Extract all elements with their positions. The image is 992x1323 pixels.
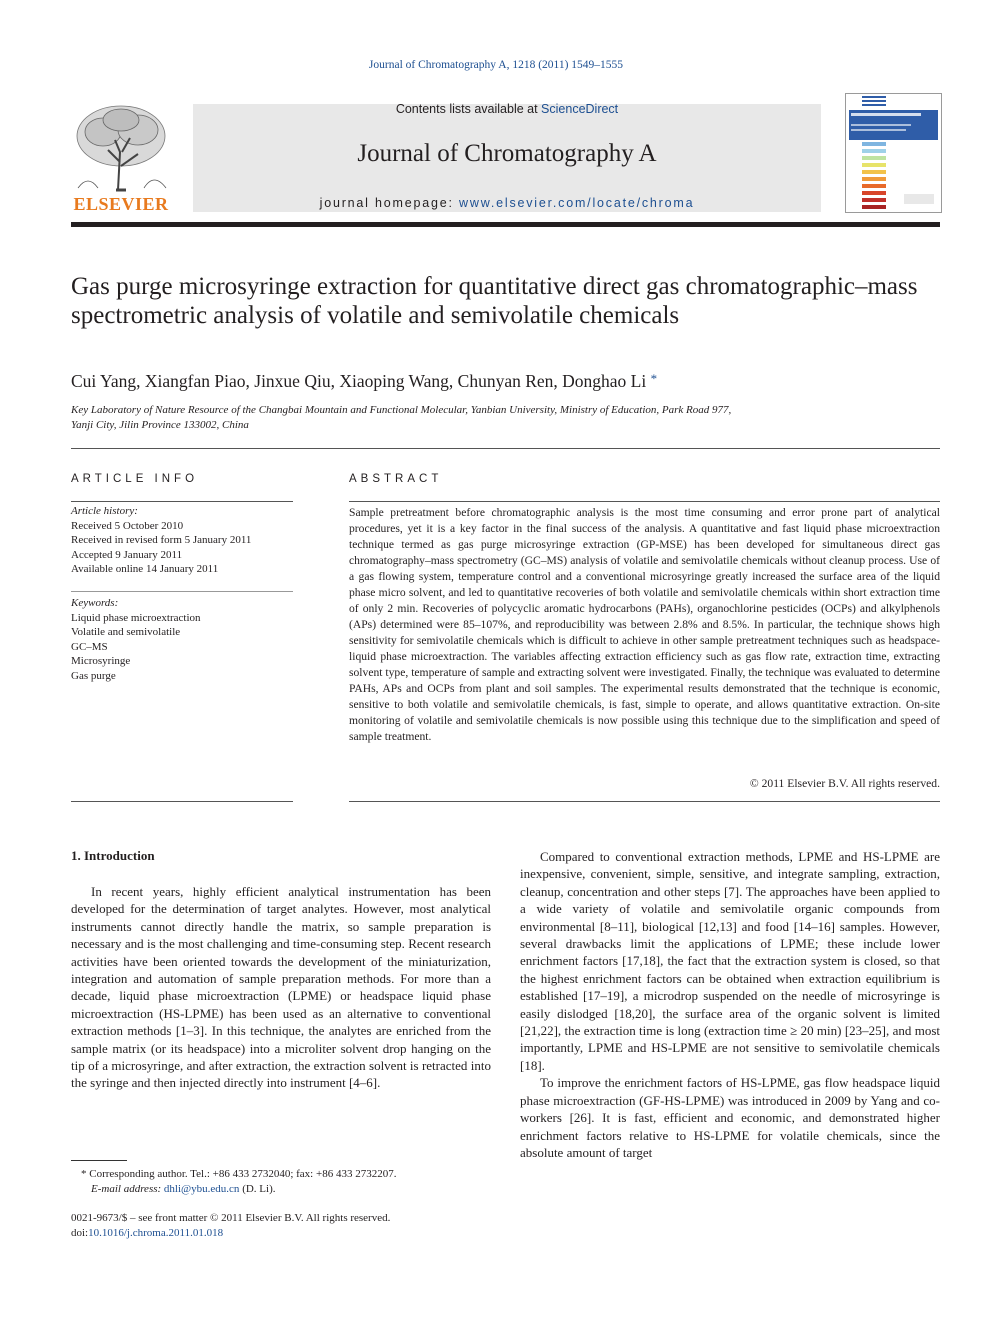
keyword: Liquid phase microextraction — [71, 611, 201, 624]
history-item: Received 5 October 2010 — [71, 519, 184, 532]
elsevier-wordmark: ELSEVIER — [73, 194, 169, 214]
intro-paragraph: In recent years, highly efficient analytical instrumentation has been developed for the determination of target analytes. However, most analytical instruments cannot directly handle the matrix, so sample preparation is necessary and is the most challenging and time-consuming step. Recent research activities have been oriented towards the development of the miniaturization, integration and automation of sample preparation methods. For more than a decade, liquid phase microextraction (LPME) or headspace liquid phase microextraction (HS-LPME) has been used as an alternative to conventional extraction methods [1–3]. In this technique, the analytes are enriched from the sample matrix (or its headspace) into a microliter solvent drop hanging on the tip of a microsyringe, and after extraction, the extraction solvent is retracted into the syringe and then injected directly into instrument [4–6]. — [71, 884, 491, 1091]
corresponding-author-note: * Corresponding author. Tel.: +86 433 2732040; fax: +86 433 2732207. — [81, 1168, 397, 1180]
article-info-heading: ARTICLE INFO — [71, 473, 199, 485]
journal-homepage — [193, 196, 821, 210]
right-column — [520, 848, 940, 1161]
abstract-heading: ABSTRACT — [349, 473, 443, 485]
affiliation-line-1: Key Laboratory of Nature Resource of the Changbai Mountain and Functional Molecular, Yanbian University, Ministry of Education, Park Road 977, — [71, 404, 732, 416]
email-link[interactable]: dhli@ybu.edu.cn — [163, 1183, 240, 1195]
header-rule — [71, 222, 940, 227]
keyword: Gas purge — [71, 669, 116, 682]
sciencedirect-link[interactable]: ScienceDirect — [541, 102, 619, 116]
email-line — [81, 1182, 501, 1197]
intro-paragraph: Compared to conventional extraction methods, LPME and HS-LPME are inexpensive, convenient, simple, sensitive, and integrate sampling, extraction, cleanup, concentration and other steps [7]. The approaches have been applied to a wide variety of volatile and semivolatile organic compounds from environmental [8–11], biological [12,13] and food [14–16] samples. However, several drawbacks limit the applications of LPME; these include lower enrichment factors [17,18], the fact that the extraction system is closed, so that the highest enrichment factors can be obtained when extraction equilibrium is established [17–19], a microdrop suspended on the needle of microsyringe is easily dislodged [18,20], the surface area of the organic solvent is limited [21,22], the extraction time is long (extraction time ≥ 20 min) [23–25], and most importantly, LPME and HS-LPME are not sensitive to semivolatile chemicals [18]. — [520, 849, 940, 1073]
affiliation — [71, 403, 931, 433]
doi-line — [71, 1226, 511, 1241]
contents-prefix: Contents lists available at — [395, 102, 542, 116]
contents-line — [193, 102, 821, 116]
history-item: Accepted 9 January 2011 — [71, 548, 183, 561]
divider — [71, 801, 293, 802]
divider — [71, 448, 940, 449]
divider — [71, 591, 293, 592]
intro-paragraph: To improve the enrichment factors of HS-LPME, gas flow headspace liquid phase microextraction (GF-HS-LPME) was introduced in 2009 by Yang and co-workers [26]. It is fast, efficient and economic, and demonstrated higher enrichment factors relative to HS-LPME for volatile chemicals, since the absolute amount of target — [520, 1075, 940, 1160]
footnote-rule — [71, 1160, 127, 1161]
author-list — [71, 371, 931, 392]
history-label: Article history: — [71, 505, 138, 517]
abstract-text: Sample pretreatment before chromatographic analysis is the most time consuming and error prone part of analytical procedures, yet it is a key factor in the final success of the analysis. A quantitative and fast liquid phase microextraction technique termed as gas purge microsyringe extraction (GP-MSE) has been developed for simultaneous direct gas chromatography–mass spectrometry (GC–MS) analysis of volatile and semivolatile chemicals without cleanup process. Use of a gas flowing system, temperature control and a conventional microsyringe greatly increased the surface area of the liquid phase micro solvent, and led to quantitative recoveries of both volatile and semivolatile chemicals within short extraction time of only 2 min. Recoveries of polycyclic aromatic hydrocarbons (PAHs), organochlorine pesticides (OCPs) and alkylphenols (APs) determined were 85–107%, and reproducibility was between 2.8% and 8.5%. In particular, the technique shows high sensitivity for semivolatile chemicals which is difficult to achieve in other sample pretreatment techniques such as headspace-liquid phase microextraction. The variables affecting extraction efficiency such as gas flow rate, extraction time, extracting solvent type, temperature of sample and extracting solvent were investigated. Finally, the technique was evaluated to determine PAHs, APs and OCPs from plant and soil samples. The experimental results demonstrated that the technique is economic, sensitive to both volatile and semivolatile chemicals, is fast, simple to operate, and allows quantitative extraction. On-site monitoring of volatile and semivolatile chemicals is now possible using this technique due to the simplification and speed of sample treatment. — [349, 506, 940, 743]
history-item: Received in revised form 5 January 2011 — [71, 534, 252, 546]
email-suffix: (D. Li). — [239, 1183, 276, 1195]
homepage-prefix: journal homepage: — [319, 196, 460, 210]
article-history — [71, 504, 293, 577]
authors-text: Cui Yang, Xiangfan Piao, Jinxue Qiu, Xiaoping Wang, Chunyan Ren, Donghao Li — [71, 371, 647, 391]
left-column — [71, 883, 491, 1092]
keywords — [71, 596, 293, 683]
journal-citation[interactable]: Journal of Chromatography A, 1218 (2011) 1549–1555 — [368, 59, 624, 71]
keyword: Volatile and semivolatile — [71, 626, 181, 638]
issn-line: 0021-9673/$ – see front matter © 2011 Elsevier B.V. All rights reserved. — [71, 1212, 391, 1224]
history-item: Available online 14 January 2011 — [71, 563, 219, 575]
journal-title: Journal of Chromatography A — [357, 140, 657, 167]
section-heading-introduction: 1. Introduction — [71, 848, 155, 863]
keyword: Microsyringe — [71, 655, 131, 667]
doi-prefix: doi: — [71, 1227, 89, 1239]
keyword: GC–MS — [71, 640, 108, 653]
front-matter — [71, 1211, 511, 1241]
keywords-label: Keywords: — [71, 597, 119, 609]
affiliation-line-2: Yanji City, Jilin Province 133002, China — [71, 419, 249, 431]
divider — [349, 501, 940, 502]
paper-title: Gas purge microsyringe extraction for quantitative direct gas chromatographic–mass spectrometric analysis of volatile and semivolatile chemicals — [71, 273, 918, 329]
doi-link[interactable]: 10.1016/j.chroma.2011.01.018 — [88, 1227, 224, 1239]
divider — [349, 801, 940, 802]
email-label: E-mail address: — [91, 1183, 164, 1195]
journal-cover-thumbnail — [845, 93, 942, 213]
divider — [71, 501, 293, 502]
abstract-copyright: © 2011 Elsevier B.V. All rights reserved. — [749, 777, 940, 790]
homepage-link[interactable]: www.elsevier.com/locate/chroma — [459, 196, 695, 210]
corresponding-footnote — [81, 1167, 501, 1197]
corresponding-author-mark[interactable]: * — [650, 371, 658, 386]
